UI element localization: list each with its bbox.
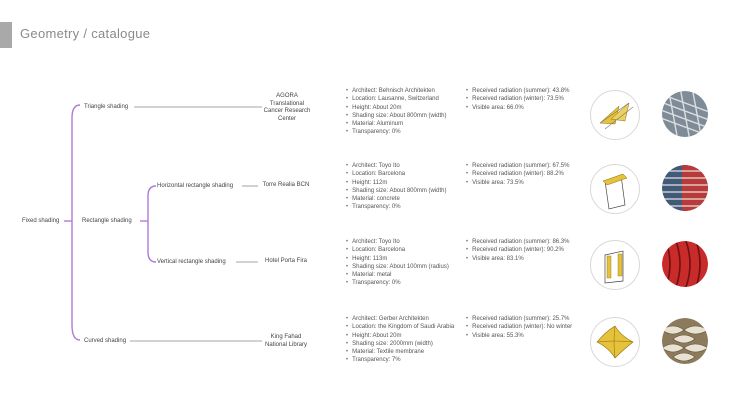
radiation-item: • Visible area: 73.5% bbox=[466, 179, 569, 187]
radiation-item: • Received radiation (summer): 25.7% bbox=[466, 315, 572, 323]
spec-item: • Material: Textile membrane bbox=[346, 348, 454, 356]
spec-item: • Architect: Toyo Ito bbox=[346, 162, 447, 170]
specs-king-fahad bbox=[346, 315, 454, 365]
building-name-hotel-porta-fira bbox=[258, 258, 314, 266]
radiation-item: • Received radiation (winter): 73.5% bbox=[466, 95, 569, 103]
page-title: Geometry / catalogue bbox=[20, 26, 151, 41]
spec-item: • Height: About 20m bbox=[346, 332, 454, 340]
specs-torre-realia bbox=[346, 162, 447, 212]
building-name-line: Torre Realia BCN bbox=[262, 182, 310, 188]
building-name-line: Cancer Research bbox=[263, 108, 311, 114]
spec-item: • Transparency: 0% bbox=[346, 203, 447, 211]
spec-item: • Shading size: About 100mm (radius) bbox=[346, 263, 449, 271]
curved-shading-diagram bbox=[590, 317, 640, 367]
radiation-torre-realia bbox=[466, 162, 569, 187]
root-bracket bbox=[72, 105, 80, 340]
radiation-item: • Received radiation (summer): 67.5% bbox=[466, 162, 569, 170]
spec-item: • Transparency: 7% bbox=[346, 356, 454, 364]
radiation-item: • Visible area: 55.3% bbox=[466, 332, 572, 340]
spec-item: • Architect: Gerber Architekten bbox=[346, 315, 454, 323]
specs-hotel-porta-fira bbox=[346, 238, 449, 288]
building-name-line: King Fahad bbox=[270, 334, 302, 340]
building-name-line: Center bbox=[277, 115, 296, 122]
spec-item: • Location: Barcelona bbox=[346, 170, 447, 178]
building-name-line: Hotel Porta Fira bbox=[264, 258, 307, 264]
vertical-rectangle-shading-diagram bbox=[590, 240, 640, 290]
radiation-item: • Received radiation (summer): 43.8% bbox=[466, 87, 569, 95]
spec-item: • Material: concrete bbox=[346, 195, 447, 203]
spec-item: • Shading size: 2000mm (width) bbox=[346, 340, 454, 348]
radiation-king-fahad bbox=[466, 315, 572, 340]
spec-item: • Height: 113m bbox=[346, 255, 449, 263]
radiation-agora bbox=[466, 87, 569, 112]
building-name-line: Translational bbox=[269, 100, 305, 107]
radiation-item: • Received radiation (winter): No winter bbox=[466, 323, 572, 331]
building-name-line: AGORA bbox=[276, 93, 298, 99]
agora-building-photo bbox=[662, 91, 708, 137]
building-name-torre-realia bbox=[258, 182, 314, 190]
spec-item: • Shading size: About 800mm (width) bbox=[346, 187, 447, 195]
radiation-item: • Visible area: 83.1% bbox=[466, 255, 569, 263]
spec-item: • Transparency: 0% bbox=[346, 279, 449, 287]
radiation-item: • Visible area: 66.0% bbox=[466, 104, 569, 112]
spec-item: • Material: metal bbox=[346, 271, 449, 279]
radiation-hotel-porta-fira bbox=[466, 238, 569, 263]
radiation-item: • Received radiation (winter): 90.2% bbox=[466, 246, 569, 254]
spec-item: • Location: the Kingdom of Saudi Arabia bbox=[346, 323, 454, 331]
hotel-porta-fira-photo bbox=[662, 241, 708, 287]
node-curved-shading: Curved shading bbox=[84, 338, 127, 344]
torre-realia-photo bbox=[662, 165, 708, 211]
node-horizontal-rectangle-shading: Horizontal rectangle shading bbox=[157, 183, 234, 189]
building-name-king-fahad bbox=[258, 334, 314, 349]
node-triangle-shading: Triangle shading bbox=[84, 104, 129, 110]
rectangle-bracket bbox=[148, 186, 156, 262]
spec-item: • Architect: Toyo Ito bbox=[346, 238, 449, 246]
spec-item: • Transparency: 0% bbox=[346, 128, 447, 136]
spec-item: • Height: 112m bbox=[346, 179, 447, 187]
node-vertical-rectangle-shading: Vertical rectangle shading bbox=[157, 259, 226, 265]
radiation-item: • Received radiation (summer): 86.3% bbox=[466, 238, 569, 246]
building-name-agora bbox=[262, 93, 312, 123]
spec-item: • Shading size: About 800mm (width) bbox=[346, 112, 447, 120]
spec-item: • Architect: Behnisch Architekten bbox=[346, 87, 447, 95]
node-fixed-shading: Fixed shading bbox=[22, 218, 60, 224]
spec-item: • Material: Aluminum bbox=[346, 120, 447, 128]
building-name-line: National Library bbox=[264, 341, 308, 348]
spec-item: • Location: Lausanne, Switzerland bbox=[346, 95, 447, 103]
spec-item: • Location: Barcelona bbox=[346, 246, 449, 254]
horizontal-rectangle-shading-diagram bbox=[590, 164, 640, 214]
node-rectangle-shading: Rectangle shading bbox=[82, 218, 132, 224]
triangle-shading-diagram bbox=[590, 90, 640, 140]
king-fahad-library-photo bbox=[662, 318, 708, 364]
spec-item: • Height: About 20m bbox=[346, 104, 447, 112]
radiation-item: • Received radiation (winter): 88.2% bbox=[466, 170, 569, 178]
specs-agora bbox=[346, 87, 447, 137]
